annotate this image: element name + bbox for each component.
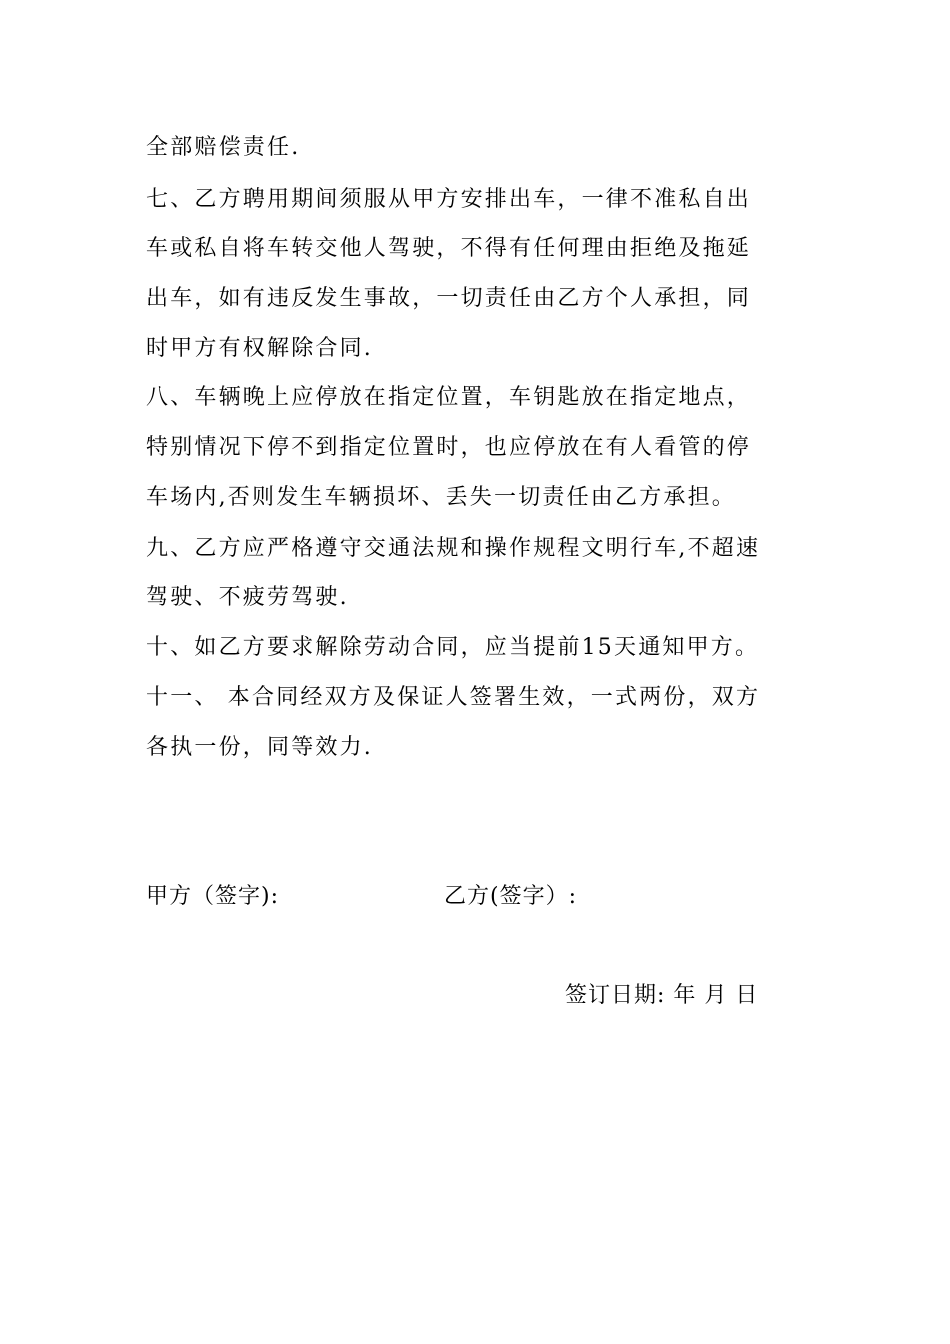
- contract-text-line: 车场内,否则发生车辆损坏、丢失一切责任由乙方承担。: [146, 485, 736, 510]
- contract-text-line: 出车，如有违反发生事故，一切责任由乙方个人承担，同: [146, 286, 752, 311]
- contract-text-line: 全部赔偿责任.: [146, 135, 301, 160]
- party-b-signature-label: 乙方(签字）:: [444, 884, 577, 909]
- sign-date-label: 签订日期: 年 月 日: [565, 983, 759, 1008]
- contract-text-line: 八、车辆晚上应停放在指定位置，车钥匙放在指定地点，: [146, 385, 752, 410]
- contract-text-line: 九、乙方应严格遵守交通法规和操作规程文明行车,不超速: [146, 536, 761, 561]
- contract-text-line: 时甲方有权解除合同.: [146, 336, 373, 361]
- party-a-signature-label: 甲方（签字):: [146, 884, 279, 909]
- contract-text-line: 七、乙方聘用期间须服从甲方安排出车，一律不准私自出: [146, 187, 752, 212]
- contract-text-line: 特别情况下停不到指定位置时，也应停放在有人看管的停: [146, 435, 752, 460]
- contract-text-line: 十一、 本合同经双方及保证人签署生效，一式两份，双方: [146, 685, 761, 710]
- contract-text-line: 各执一份，同等效力.: [146, 735, 373, 760]
- contract-text-line: 车或私自将车转交他人驾驶，不得有任何理由拒绝及拖延: [146, 236, 752, 261]
- contract-text-line: 驾驶、不疲劳驾驶.: [146, 585, 349, 610]
- contract-text-line: 十、如乙方要求解除劳动合同，应当提前15天通知甲方。: [146, 635, 760, 660]
